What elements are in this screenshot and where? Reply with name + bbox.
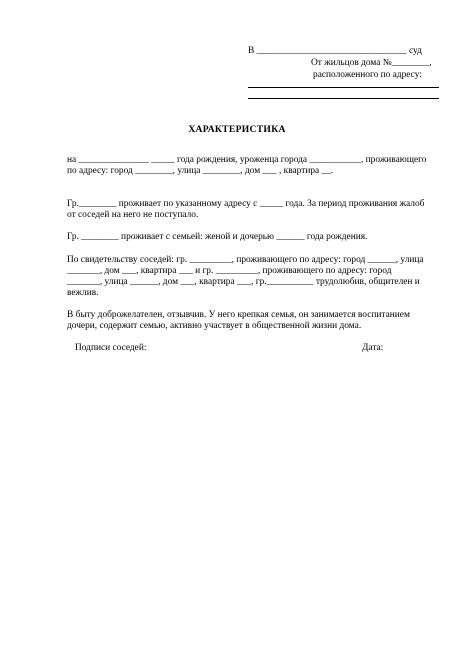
- paragraph-5-line-1: В быту доброжелателен, отзывчив. У него крепкая семья, он занимается воспитанием: [67, 310, 410, 320]
- paragraph-5-line-2: дочери, содержит семью, активно участвует в общественной жизни дома.: [67, 321, 362, 331]
- paragraph-4-line-2: _______, дом ___, квартира ___ и гр. _________, проживающего по адресу: город: [67, 266, 392, 276]
- neighbors-signature-label: Подписи соседей:: [75, 343, 147, 353]
- address-blank-line-2: [248, 98, 439, 99]
- address-line: расположенного по адресу:: [313, 70, 422, 80]
- paragraph-4-line-1: По свидетельству соседей: гр. _________, проживающего по адресу: город ______, улица: [67, 255, 424, 265]
- paragraph-4-line-4: вежлив.: [67, 288, 99, 298]
- court-line: В ________________________________ суд: [248, 46, 422, 56]
- paragraph-2-line-1: Гр.________ проживает по указанному адресу с _____ года. За период проживания жалоб: [67, 199, 425, 209]
- paragraph-3-line-1: Гр. ________ проживает с семьей: женой и дочерью ______ года рождения.: [67, 232, 368, 242]
- document-title: ХАРАКТЕРИСТИКА: [188, 124, 286, 135]
- paragraph-1-line-1: на _______________ _____ года рождения, уроженца города ___________, проживающего: [67, 155, 427, 165]
- paragraph-2-line-2: от соседей на него не поступало.: [67, 210, 199, 220]
- date-label: Дата:: [362, 343, 384, 353]
- from-line: От жильцов дома №________,: [311, 58, 432, 68]
- address-blank-line-1: [248, 87, 439, 88]
- paragraph-4-line-3: _______, улица ______, дом ___, квартира ___, гр.__________ трудолюбив, общителен и: [67, 277, 420, 287]
- paragraph-1-line-2: по адресу: город ________, улица ________, дом ___ , квартира __.: [67, 166, 334, 176]
